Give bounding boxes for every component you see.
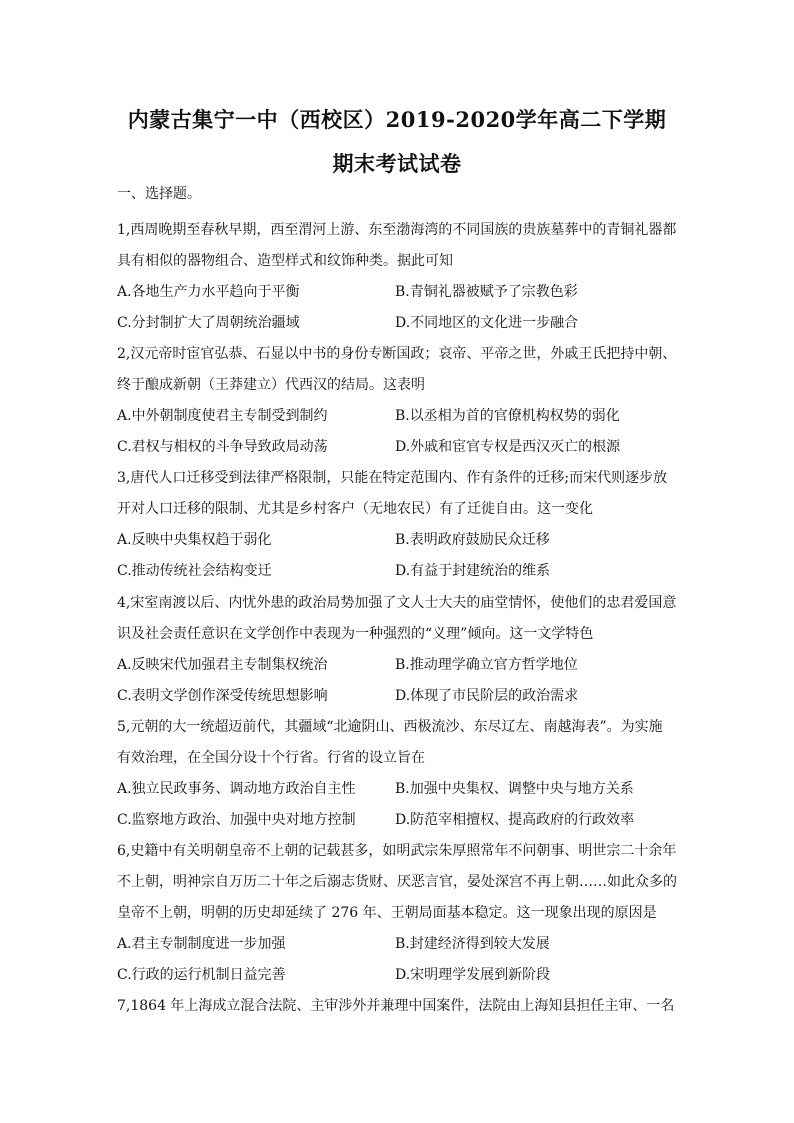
exam-title-line1: 内蒙古集宁一中（西校区）2019-2020学年高二下学期 <box>127 107 667 132</box>
option-b: B.表明政府鼓励民众迁移 <box>395 532 550 548</box>
option-d: D.宋明理学发展到新阶段 <box>395 967 551 983</box>
question-stem-line: 6,史籍中有关明朝皇帝不上朝的记载甚多，如明武宗朱厚照常年不问朝事、明世宗二十余年 <box>117 843 677 859</box>
option-d: D.有益于封建统治的维系 <box>395 563 551 579</box>
option-b: B.加强中央集权、调整中央与地方关系 <box>395 781 634 797</box>
option-c: C.分封制扩大了周朝统治疆域 <box>117 315 300 331</box>
section-heading: 一、选择题。 <box>117 186 201 202</box>
option-b: B.青铜礼器被赋予了宗教色彩 <box>395 284 578 300</box>
question-stem-line: 开对人口迁移的限制、尤其是乡村客户（无地农民）有了迁徙自由。这一变化 <box>117 501 593 517</box>
option-a: A.反映中央集权趋于弱化 <box>117 532 272 548</box>
option-a: A.君主专制制度进一步加强 <box>117 936 286 952</box>
question-stem-line: 4,宋室南渡以后、内忧外患的政治局势加强了文人士大夫的庙堂情怀，使他们的忠君爱国意 <box>117 595 677 611</box>
option-b: B.以丞相为首的官僚机构权势的弱化 <box>395 408 620 424</box>
question-stem-line: 终于酿成新朝（王莽建立）代西汉的结局。这表明 <box>117 377 425 393</box>
option-c: C.监察地方政治、加强中央对地方控制 <box>117 812 356 828</box>
option-b: B.推动理学确立官方哲学地位 <box>395 657 578 673</box>
question-stem-line: 7,1864 年上海成立混合法院、主审涉外并兼理中国案件，法院由上海知县担任主审、一名 <box>117 998 675 1014</box>
question-stem-line: 识及社会责任意识在文学创作中表现为一种强烈的“义理”倾向。这一文学特色 <box>117 626 594 642</box>
question-stem-line: 有效治理，在全国分设十个行省。行省的设立旨在 <box>117 750 425 766</box>
question-stem-line: 皇帝不上朝，明朝的历史却延续了 276 年、王朝局面基本稳定。这一现象出现的原因是 <box>117 905 657 921</box>
question-stem-line: 5,元朝的大一统超迈前代，其疆域“北逾阴山、西极流沙、东尽辽左、南越海表”。为实施 <box>117 719 663 735</box>
question-stem-line: 具有相似的器物组合、造型样式和纹饰种类。据此可知 <box>117 253 453 269</box>
option-a: A.反映宋代加强君主专制集权统治 <box>117 657 328 673</box>
option-b: B.封建经济得到较大发展 <box>395 936 550 952</box>
question-stem-line: 1,西周晚期至春秋早期，西至渭河上游、东至渤海湾的不同国族的贵族墓葬中的青铜礼器都 <box>117 222 677 238</box>
option-c: C.君权与相权的斗争导致政局动荡 <box>117 439 328 455</box>
option-d: D.防范宰相擅权、提高政府的行政效率 <box>395 812 635 828</box>
exam-title-line2: 期末考试试卷 <box>332 151 462 176</box>
option-c: C.表明文学创作深受传统思想影响 <box>117 688 328 704</box>
option-d: D.不同地区的文化进一步融合 <box>395 315 579 331</box>
option-c: C.推动传统社会结构变迁 <box>117 563 272 579</box>
question-stem-line: 2,汉元帝时宦官弘恭、石显以中书的身份专断国政；哀帝、平帝之世，外戚王氏把持中朝、 <box>117 346 677 362</box>
question-stem-line: 不上朝，明神宗自万历二十年之后溺志货财、厌恶言官，晏处深宫不再上朝……如此众多的 <box>117 874 677 890</box>
option-d: D.外戚和宦官专权是西汉灭亡的根源 <box>395 439 621 455</box>
option-a: A.中外朝制度使君主专制受到制约 <box>117 408 328 424</box>
option-d: D.体现了市民阶层的政治需求 <box>395 688 579 704</box>
option-c: C.行政的运行机制日益完善 <box>117 967 286 983</box>
option-a: A.各地生产力水平趋向于平衡 <box>117 284 300 300</box>
option-a: A.独立民政事务、调动地方政治自主性 <box>117 781 356 797</box>
question-stem-line: 3,唐代人口迁移受到法律严格限制，只能在特定范围内、作有条件的迁移;而宋代则逐步放 <box>117 470 668 486</box>
